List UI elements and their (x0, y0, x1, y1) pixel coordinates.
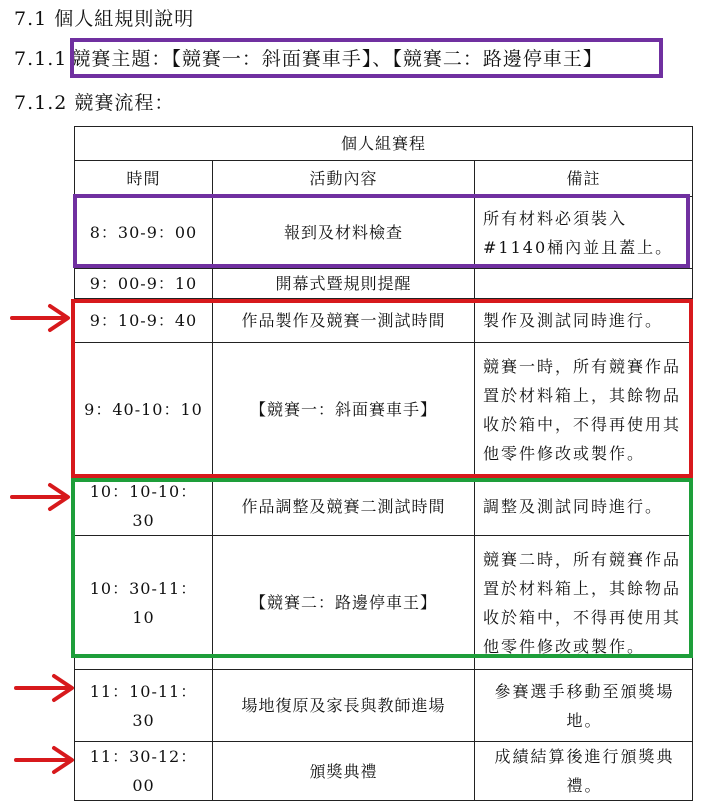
section-heading-7-1-2: 7.1.2 競賽流程： (14, 92, 175, 114)
competition-two-highlight-box (71, 478, 693, 658)
note-cell: 製作及測試同時進行。 (475, 299, 693, 343)
activity-cell: 開幕式暨規則提醒 (213, 269, 475, 299)
section-heading-7-1: 7.1 個人組規則說明 (14, 8, 195, 30)
column-header-activity: 活動內容 (213, 161, 475, 197)
time-cell: 8：30-9：00 (75, 197, 213, 269)
arrow-right-icon (10, 303, 72, 333)
time-cell: 9：10-9：40 (75, 299, 213, 343)
activity-cell: 報到及材料檢查 (213, 197, 475, 269)
column-header-note: 備註 (475, 161, 693, 197)
activity-cell: 作品製作及競賽一測試時間 (213, 299, 475, 343)
arrow-right-icon (14, 673, 76, 703)
note-cell: 所有材料必須裝入#1140桶內並且蓋上。 (475, 197, 693, 269)
note-cell: 競賽一時，所有競賽作品置於材料箱上，其餘物品收於箱中，不得再使用其他零件修改或製作。 (475, 343, 693, 477)
table-row (75, 742, 693, 801)
time-cell: 9：00-9：10 (75, 269, 213, 299)
activity-cell: 頒獎典禮 (213, 742, 475, 801)
note-cell: 參賽選手移動至頒獎場地。 (475, 670, 693, 742)
table-title: 個人組賽程 (75, 127, 693, 161)
table-row (75, 269, 693, 299)
time-cell: 11：10-11：30 (75, 670, 213, 742)
time-cell: 11：30-12：00 (75, 742, 213, 801)
time-cell: 10：30-11：10 (75, 536, 213, 670)
heading-number: 7.1.1 (14, 48, 68, 70)
themes-highlight-box (70, 38, 663, 78)
time-cell: 9：40-10：10 (75, 343, 213, 477)
table-row (75, 670, 693, 742)
note-cell: 調整及測試同時進行。 (475, 477, 693, 536)
activity-cell: 作品調整及競賽二測試時間 (213, 477, 475, 536)
note-cell: 成績結算後進行頒獎典禮。 (475, 742, 693, 801)
arrow-right-icon (10, 482, 72, 512)
arrow-right-icon (14, 745, 76, 775)
activity-cell: 【競賽二：路邊停車王】 (213, 536, 475, 670)
competition-themes: 競賽主題：【競賽一：斜面賽車手】、【競賽二：路邊停車王】 (71, 48, 603, 70)
checkin-highlight-box (73, 194, 690, 268)
note-cell (475, 269, 693, 299)
column-header-time: 時間 (75, 161, 213, 197)
time-cell: 10：10-10：30 (75, 477, 213, 536)
activity-cell: 【競賽一：斜面賽車手】 (213, 343, 475, 477)
note-cell: 競賽二時，所有競賽作品置於材料箱上，其餘物品收於箱中，不得再使用其他零件修改或製作。 (475, 536, 693, 670)
activity-cell: 場地復原及家長與教師進場 (213, 670, 475, 742)
competition-one-highlight-box (71, 299, 693, 478)
